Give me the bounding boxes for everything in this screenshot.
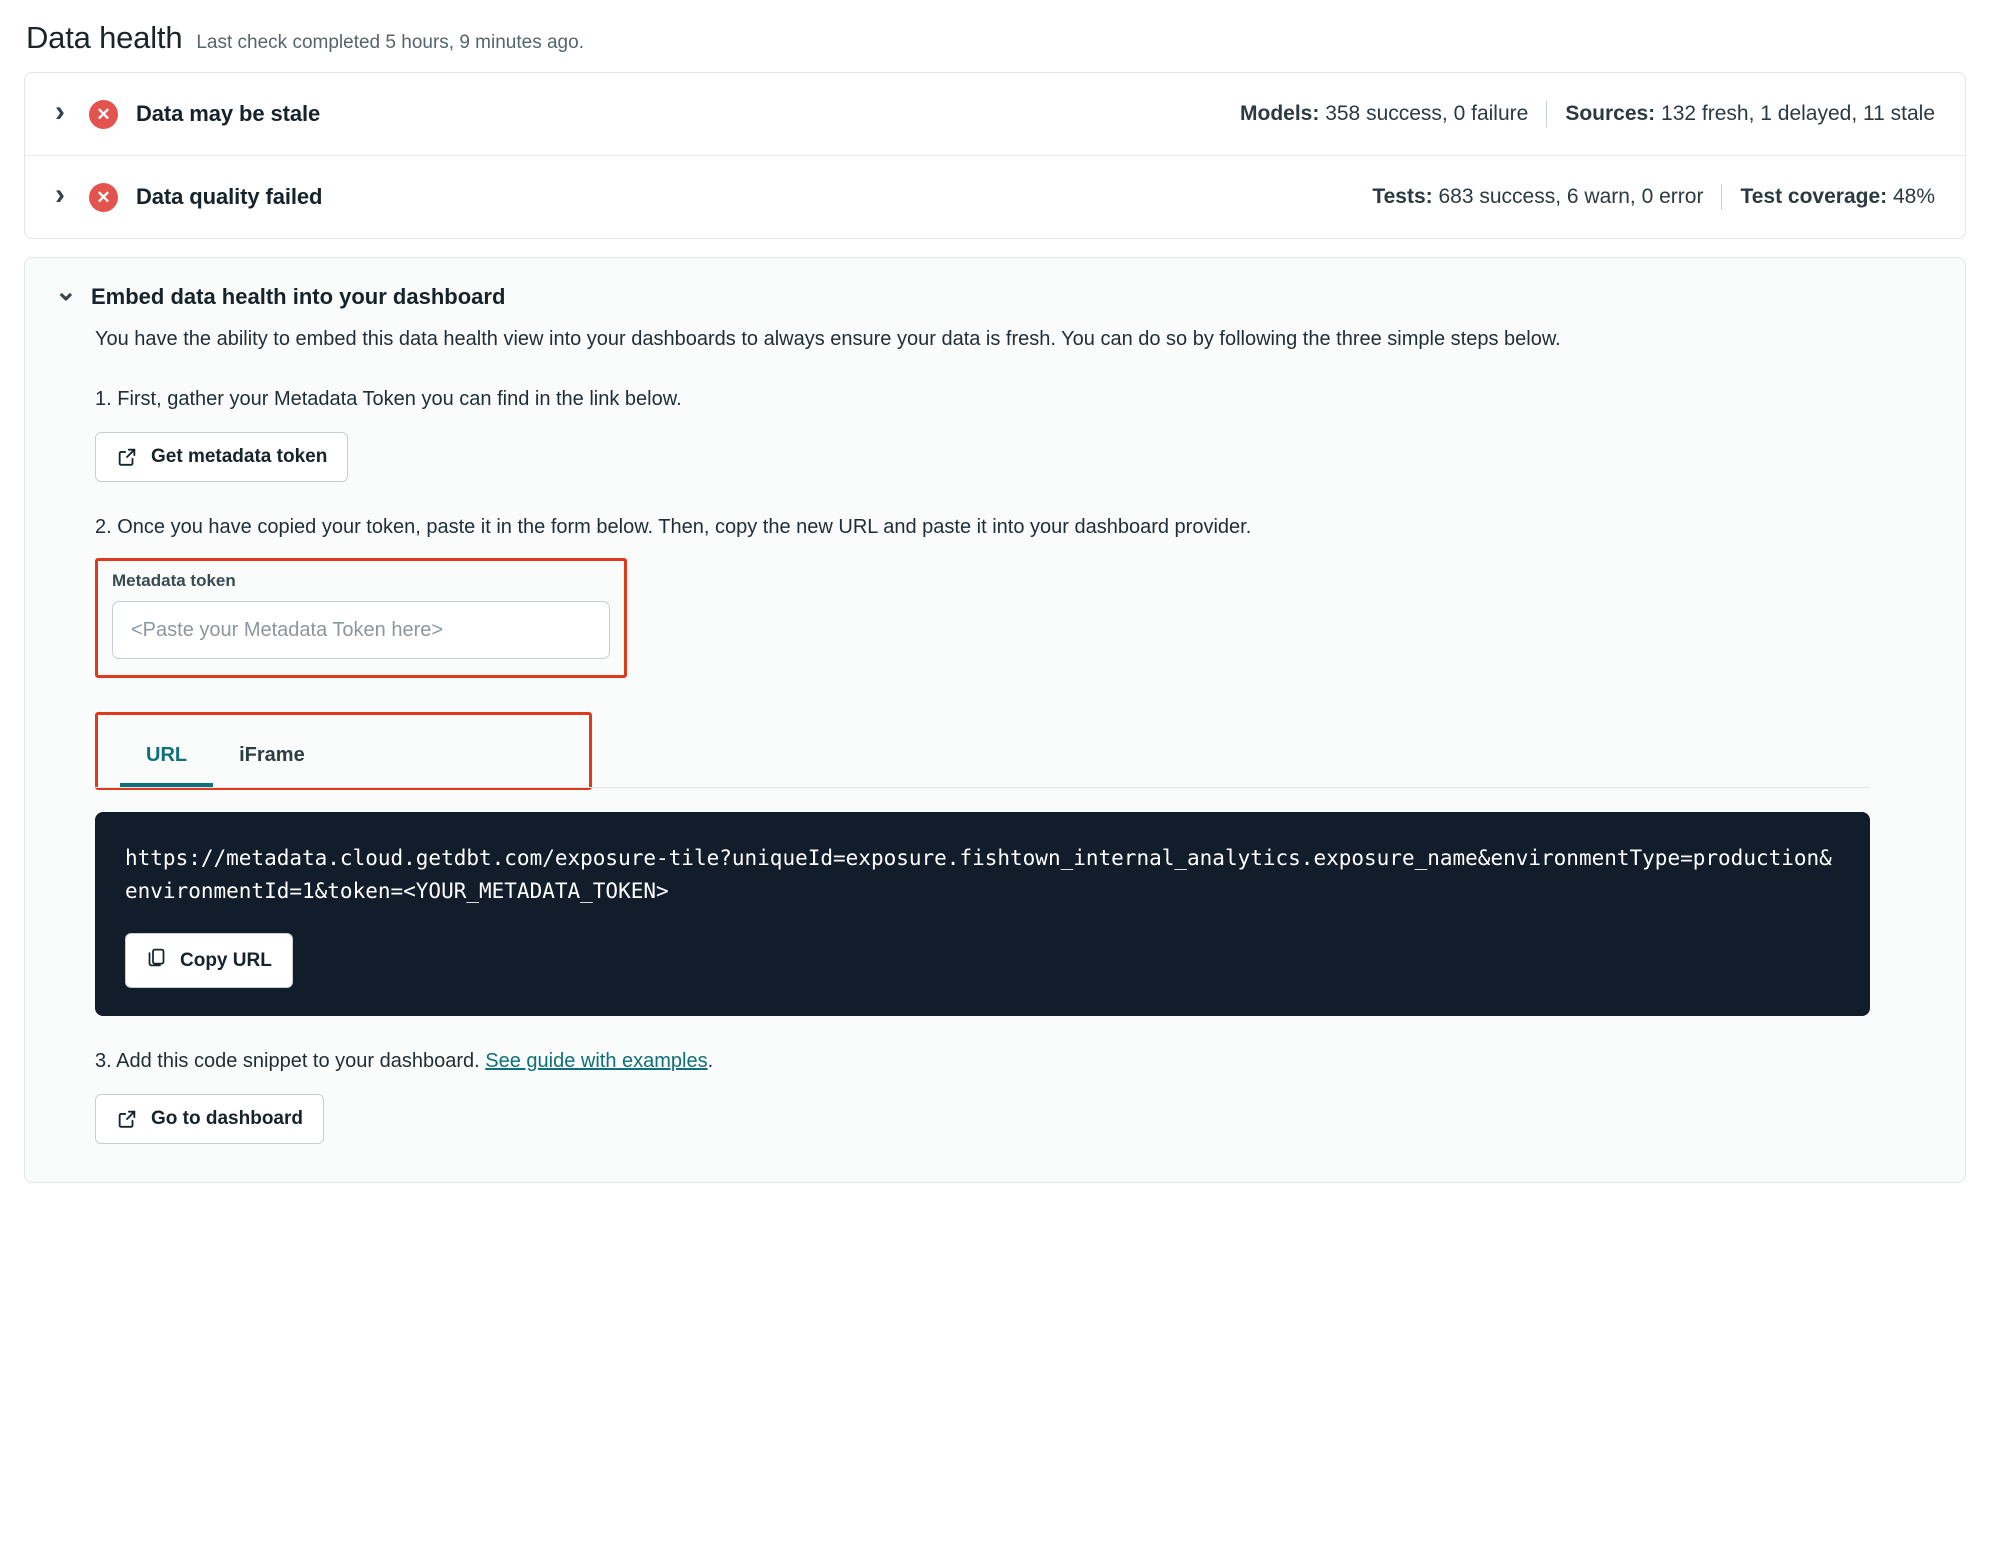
tab-url[interactable]: URL (120, 744, 213, 787)
status-metrics (1240, 101, 1935, 127)
page-title: Data health (26, 20, 183, 55)
metric-label: Sources: (1565, 102, 1656, 125)
status-label: Data may be stale (136, 101, 321, 126)
tabs-underline (95, 787, 1870, 788)
metric-value: 48% (1892, 185, 1935, 208)
last-check-subtitle: Last check completed 5 hours, 9 minutes ago. (196, 32, 584, 53)
external-link-icon (116, 1108, 138, 1130)
metric-label: Test coverage: (1740, 185, 1888, 208)
metric-label: Models: (1240, 102, 1320, 125)
metric-divider (1546, 101, 1547, 127)
metadata-token-input[interactable] (112, 601, 610, 659)
get-metadata-token-button[interactable] (95, 432, 348, 482)
metric-label: Tests: (1372, 185, 1433, 208)
copy-url-button[interactable] (125, 933, 293, 988)
embed-format-tabs (98, 715, 589, 787)
embed-step-1: 1. First, gather your Metadata Token you can find in the link below. (95, 388, 682, 410)
embed-title: Embed data health into your dashboard (91, 284, 506, 309)
status-row-data-quality-failed[interactable] (25, 155, 1965, 238)
embed-step-3-prefix: 3. Add this code snippet to your dashboard. (95, 1050, 486, 1073)
chevron-right-icon[interactable] (55, 182, 77, 212)
chevron-right-icon[interactable] (55, 99, 77, 129)
embed-url-text: https://metadata.cloud.getdbt.com/exposure-tile?uniqueId=exposure.fishtown_internal_analytics.exposure_name&environmentType=production&environmentId=1&token=<YOUR_METADATA_TOKEN> (125, 846, 1832, 903)
embed-format-tabs-highlight (95, 712, 592, 790)
tab-iframe[interactable]: iFrame (239, 744, 305, 766)
chevron-down-icon[interactable] (55, 284, 77, 310)
go-to-dashboard-label: Go to dashboard (151, 1108, 303, 1130)
copy-url-label: Copy URL (180, 949, 272, 971)
copy-icon (146, 947, 167, 974)
status-card (24, 72, 1966, 239)
page-header (24, 14, 1966, 72)
error-circle-icon: ✕ (89, 183, 118, 212)
status-label: Data quality failed (136, 184, 323, 209)
embed-card (24, 257, 1966, 1183)
embed-header[interactable] (55, 284, 1935, 310)
status-row-data-may-be-stale[interactable] (25, 73, 1965, 155)
metadata-token-field-group (95, 558, 627, 678)
see-guide-link[interactable]: See guide with examples (485, 1050, 708, 1073)
get-metadata-token-label: Get metadata token (151, 446, 328, 467)
status-metrics (1372, 184, 1935, 210)
embed-code-block (95, 812, 1870, 1016)
embed-step-3 (95, 1046, 1825, 1076)
metric-divider (1721, 184, 1722, 210)
go-to-dashboard-button[interactable] (95, 1094, 324, 1144)
error-circle-icon: ✕ (89, 100, 118, 129)
metric-value: 132 fresh, 1 delayed, 11 stale (1661, 102, 1935, 125)
embed-intro: You have the ability to embed this data health view into your dashboards to always ensure your data is fresh. You can do so by following the three simple steps below. (95, 328, 1561, 350)
embed-step-2: 2. Once you have copied your token, paste it in the form below. Then, copy the new URL and paste it into your dashboard provider. (95, 516, 1252, 538)
metric-value: 683 success, 6 warn, 0 error (1438, 185, 1704, 208)
embed-step-3-suffix: . (707, 1050, 714, 1073)
metadata-token-label: Metadata token (112, 571, 236, 590)
metric-value: 358 success, 0 failure (1325, 102, 1529, 125)
embed-body (55, 324, 1915, 1144)
external-link-icon (116, 446, 138, 468)
